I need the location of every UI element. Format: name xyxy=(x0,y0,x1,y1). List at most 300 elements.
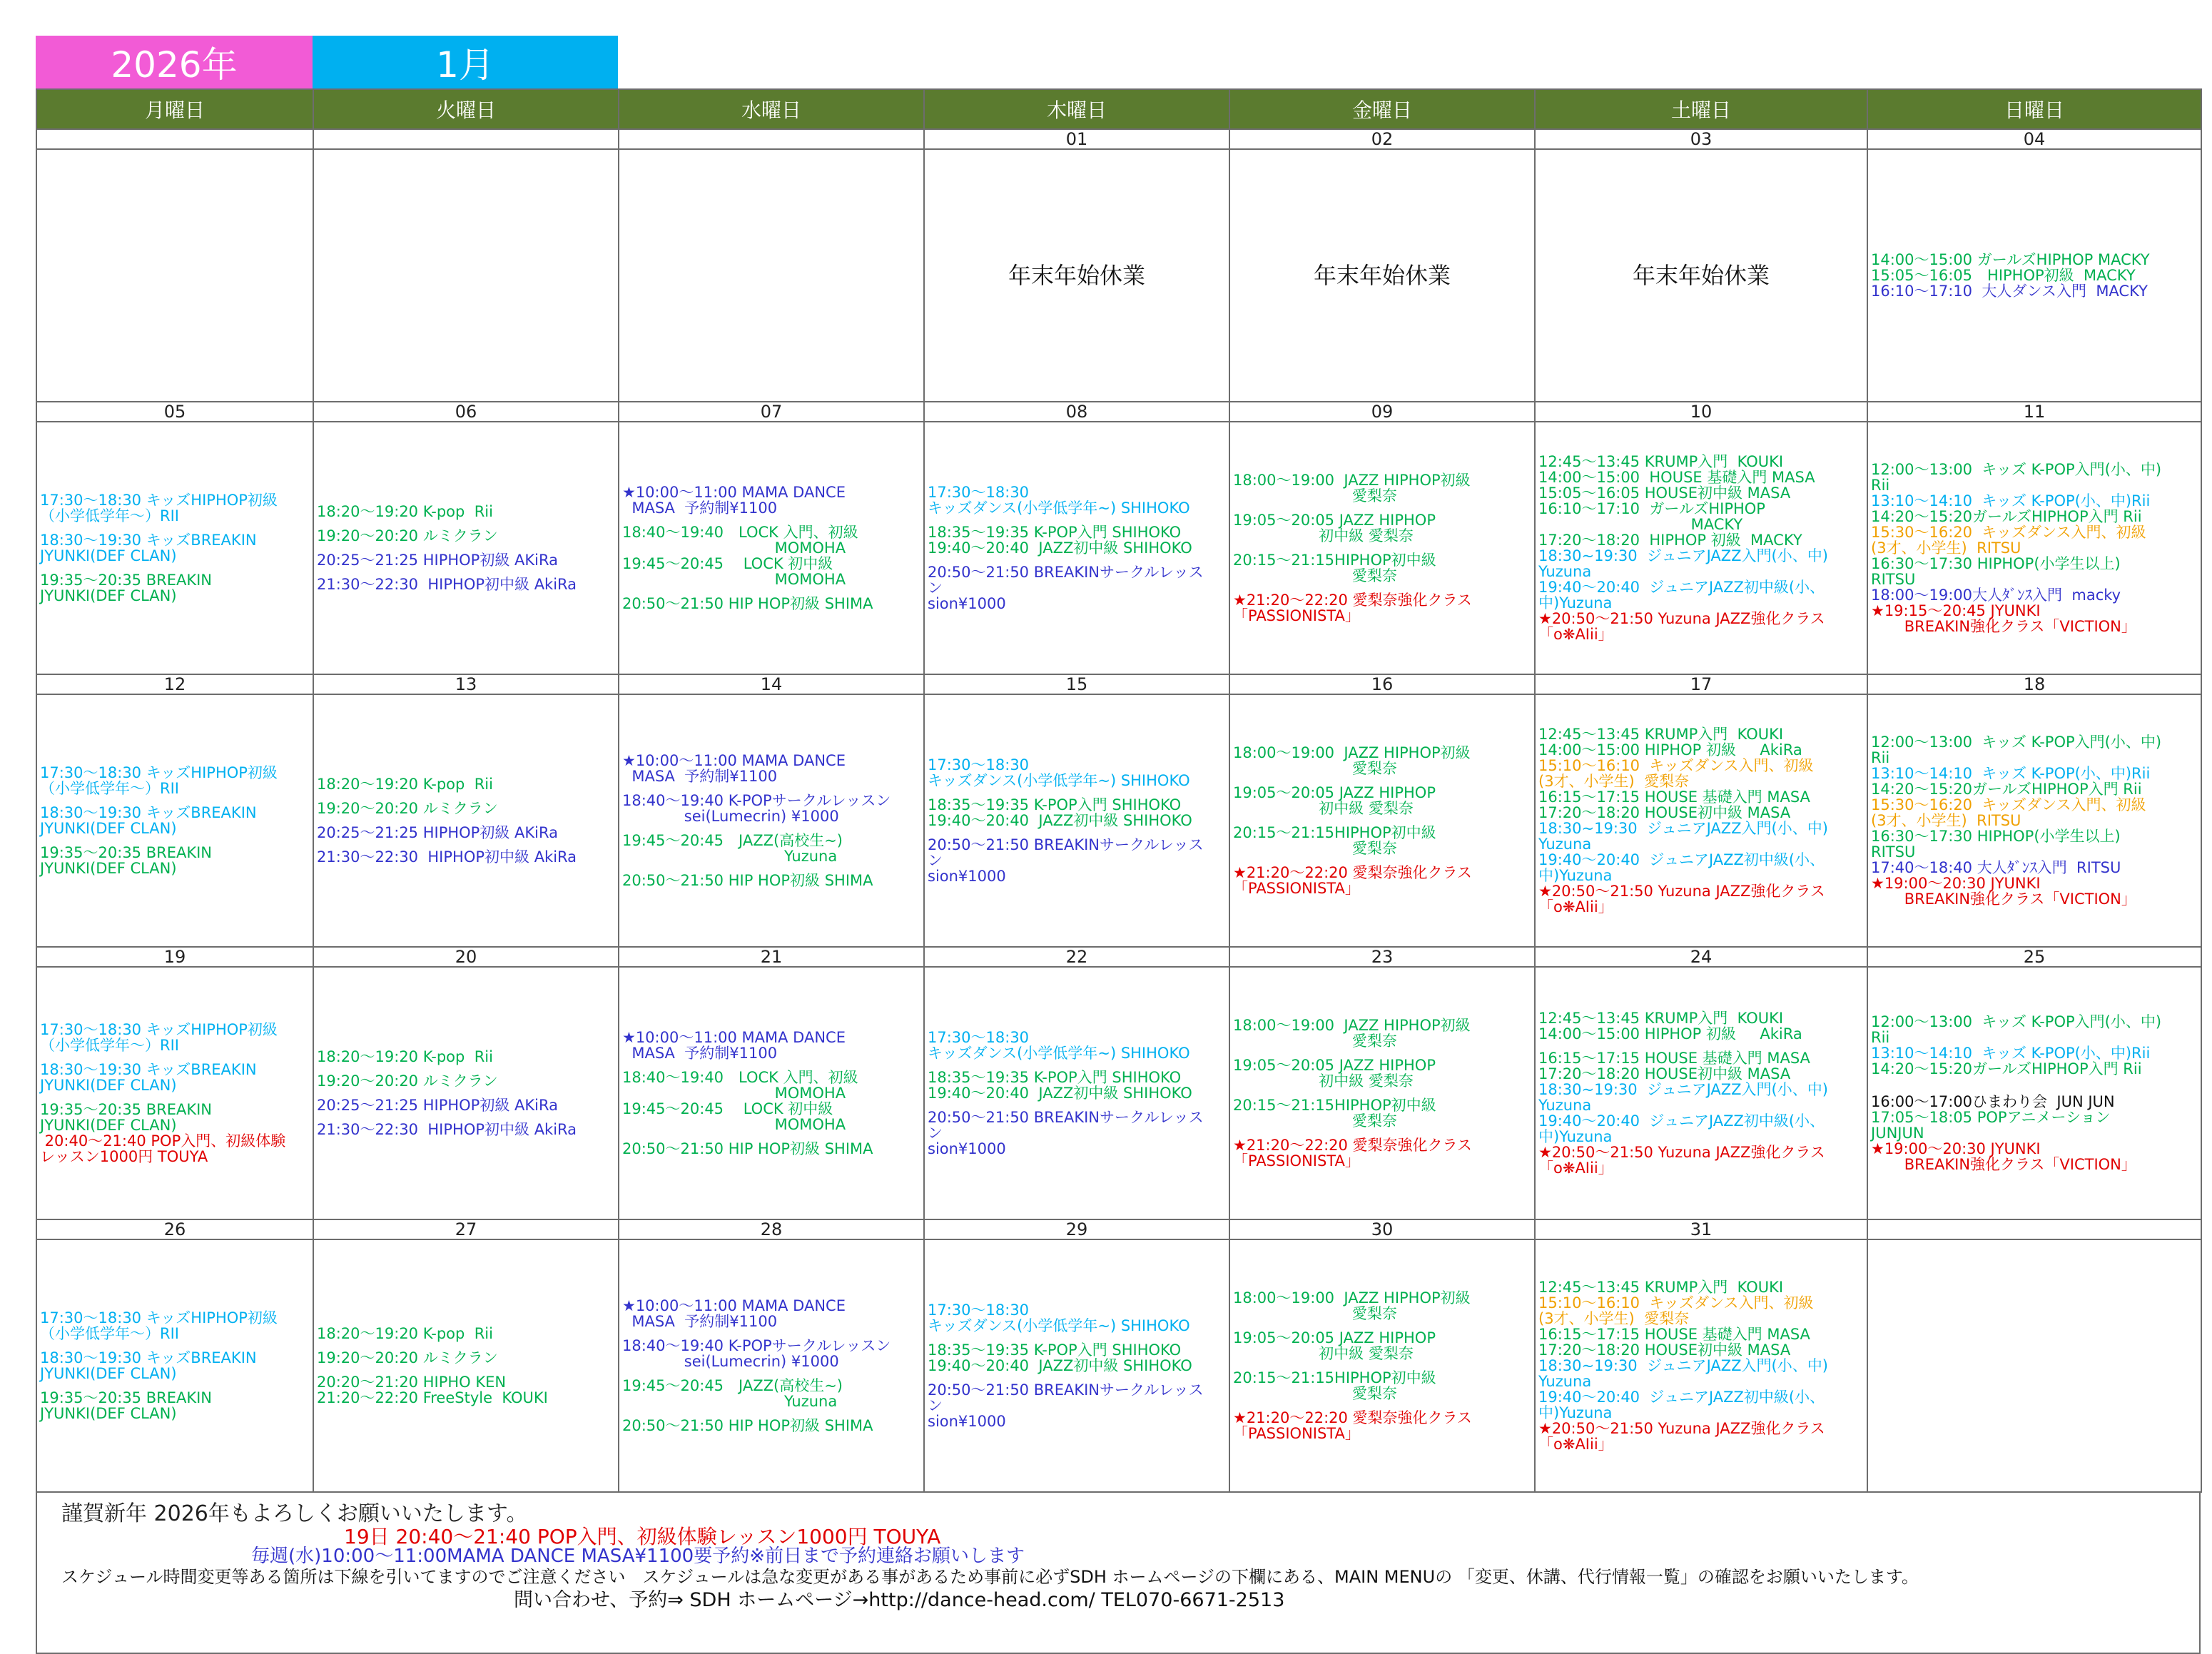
class-entry: 12:00～13:00 キッズ K-POP入門(小、中) xyxy=(1871,1013,2162,1030)
class-entry: 12:00～13:00 キッズ K-POP入門(小、中) xyxy=(1871,461,2162,478)
day-cell xyxy=(1229,967,1535,1219)
class-entry: 20:20～21:20 HIPHO KEN xyxy=(317,1374,507,1391)
class-entry: 18:35～19:35 K-POP入門 SHIHOKO xyxy=(928,796,1182,813)
class-entry: BREAKIN強化クラス「VICTION」 xyxy=(1871,618,2136,635)
class-entry: 19:20～20:20 ルミクラン xyxy=(317,527,498,544)
class-entry: sei(Lumecrin) ¥1000 xyxy=(622,808,839,825)
class-entry: 19:05～20:05 JAZZ HIPHOP xyxy=(1233,1329,1436,1346)
class-entry: 18:35～19:35 K-POP入門 SHIHOKO xyxy=(928,1069,1182,1086)
class-entry: 17:20～18:20 HIPHOP 初級 MACKY xyxy=(1538,532,1802,549)
date-number: 04 xyxy=(1867,129,2201,149)
class-entry: 17:30～18:30 xyxy=(928,756,1030,773)
class-entry: 20:50～21:50 BREAKINサークルレッス xyxy=(928,1109,1204,1126)
class-entry: 18:00～19:00 JAZZ HIPHOP初級 xyxy=(1233,1289,1471,1307)
schedule-row xyxy=(36,1239,2201,1492)
class-entry: 初中級 愛梨奈 xyxy=(1233,1345,1414,1362)
class-entry: 19:35～20:35 BREAKIN xyxy=(40,844,213,861)
day-cell xyxy=(313,694,619,947)
class-entry: ★10:00～11:00 MAMA DANCE xyxy=(622,1029,846,1046)
date-number: 12 xyxy=(36,674,313,694)
class-entry: 18:00～19:00 JAZZ HIPHOP初級 xyxy=(1233,472,1471,489)
trial-lesson-note: 19日 20:40～21:40 POP入門、初級体験レッスン1000円 TOUYA xyxy=(344,1525,941,1548)
class-entry: 19:45～20:45 LOCK 初中級 xyxy=(622,1100,833,1117)
class-entry: 18:30～19:30 キッズBREAKIN xyxy=(40,1061,257,1078)
day-cell xyxy=(313,422,619,674)
class-entry: 12:45～13:45 KRUMP入門 KOUKI xyxy=(1538,453,1784,470)
class-entry: 12:45～13:45 KRUMP入門 KOUKI xyxy=(1538,726,1784,743)
date-number: 17 xyxy=(1535,674,1867,694)
class-entry: ★20:50～21:50 Yuzuna JAZZ強化クラス xyxy=(1538,883,1825,900)
class-entry: 18:20～19:20 K-pop Rii xyxy=(317,1325,493,1342)
class-entry: 19:40～20:40 ジュニアJAZZ初中級(小、 xyxy=(1538,1112,1825,1130)
day-cell xyxy=(1229,1239,1535,1492)
day-cell xyxy=(1535,967,1867,1219)
date-number: 14 xyxy=(619,674,924,694)
class-entry: 16:15～17:15 HOUSE 基礎入門 MASA xyxy=(1538,1050,1810,1067)
class-entry: 中)Yuzuna xyxy=(1538,1128,1613,1145)
class-entry: (3才、小学生) RITSU xyxy=(1871,539,2021,557)
class-entry: 15:05～16:05 HOUSE初中級 MASA xyxy=(1538,484,1791,502)
class-entry: ★21:20～22:20 愛梨奈強化クラス xyxy=(1233,864,1472,881)
class-entry: 18:30～19:30 キッズBREAKIN xyxy=(40,532,257,549)
class-entry: JYUNKI(DEF CLAN) xyxy=(40,1077,177,1094)
class-entry: 愛梨奈 xyxy=(1233,840,1397,857)
class-entry: 15:30～16:20 キッズダンス入門、初級 xyxy=(1871,524,2146,541)
class-entry: 12:45～13:45 KRUMP入門 KOUKI xyxy=(1538,1010,1784,1027)
class-entry: Rii xyxy=(1871,477,1890,494)
date-number: 20 xyxy=(313,947,619,967)
schedule-row xyxy=(36,694,2201,947)
class-entry: キッズダンス(小学低学年~) SHIHOKO xyxy=(928,772,1190,789)
class-entry: 16:15～17:15 HOUSE 基礎入門 MASA xyxy=(1538,1326,1810,1343)
calendar-page xyxy=(36,36,2201,1654)
class-entry: 12:00～13:00 キッズ K-POP入門(小、中) xyxy=(1871,734,2162,751)
class-entry: 18:40～19:40 LOCK 入門、初級 xyxy=(622,1069,858,1086)
class-entry: 18:30~19:30 ジュニアJAZZ入門(小、中) xyxy=(1538,1357,1828,1374)
day-cell xyxy=(36,149,313,402)
class-entry: 16:00～17:00ひまわり会 JUN JUN xyxy=(1871,1093,2115,1110)
class-entry: ★10:00～11:00 MAMA DANCE xyxy=(622,752,846,769)
class-entry: ★10:00～11:00 MAMA DANCE xyxy=(622,484,846,501)
schedule-row xyxy=(36,149,2201,402)
class-entry: 愛梨奈 xyxy=(1233,1385,1397,1402)
class-entry: ★10:00～11:00 MAMA DANCE xyxy=(622,1297,846,1314)
class-entry: 愛梨奈 xyxy=(1233,1305,1397,1322)
date-number: 30 xyxy=(1229,1219,1535,1239)
class-entry: 20:15～21:15HIPHOP初中級 xyxy=(1233,1369,1436,1386)
day-cell xyxy=(924,149,1229,402)
date-number: 19 xyxy=(36,947,313,967)
calendar-body xyxy=(36,129,2201,1492)
class-entry: 「o❋AIii」 xyxy=(1538,898,1613,915)
class-entry: 14:00～15:00 HIPHOP 初級 AkiRa xyxy=(1538,1025,1802,1042)
new-year-greeting: 謹賀新年 2026年もよろしくお願いいたします。 xyxy=(61,1501,528,1526)
class-entry: 19:05～20:05 JAZZ HIPHOP xyxy=(1233,512,1436,529)
class-entry: 愛梨奈 xyxy=(1233,1112,1397,1130)
class-entry: 20:15～21:15HIPHOP初中級 xyxy=(1233,1097,1436,1114)
day-cell xyxy=(36,1239,313,1492)
contact-info: 問い合わせ、予約⇒ SDH ホームページ→http://dance-head.com/ TEL070-6671-2513 xyxy=(514,1589,1285,1611)
closed-notice: 年末年始休業 xyxy=(1313,262,1451,289)
class-entry: BREAKIN強化クラス「VICTION」 xyxy=(1871,891,2136,908)
class-entry: 16:10～17:10 ガールズHIPHOP xyxy=(1538,500,1765,517)
class-entry: 19:45～20:45 JAZZ(高校生~) xyxy=(622,832,843,849)
class-entry: Yuzuna xyxy=(622,848,838,865)
footer-notes xyxy=(36,1493,2201,1654)
day-cell xyxy=(313,149,619,402)
date-number: 07 xyxy=(619,402,924,422)
class-entry: ★21:20～22:20 愛梨奈強化クラス xyxy=(1233,1409,1472,1426)
class-entry: 19:40～20:40 JAZZ初中級 SHIHOKO xyxy=(928,812,1192,829)
class-entry: （小学低学年～）RII xyxy=(40,1037,179,1054)
day-cell xyxy=(1535,1239,1867,1492)
date-number: 25 xyxy=(1867,947,2201,967)
class-entry: 13:10～14:10 キッズ K-POP(小、中)Rii xyxy=(1871,1045,2151,1062)
class-entry: ★21:20～22:20 愛梨奈強化クラス xyxy=(1233,592,1472,609)
class-entry: sion¥1000 xyxy=(928,595,1006,612)
date-number-row xyxy=(36,1219,2201,1239)
class-entry: 中)Yuzuna xyxy=(1538,594,1613,612)
schedule-row xyxy=(36,422,2201,674)
class-entry: 19:20～20:20 ルミクラン xyxy=(317,1072,498,1090)
date-number: 23 xyxy=(1229,947,1535,967)
class-entry: 19:40～20:40 JAZZ初中級 SHIHOKO xyxy=(928,539,1192,557)
class-entry: JYUNKI(DEF CLAN) xyxy=(40,820,177,837)
class-entry: 18:00～19:00 JAZZ HIPHOP初級 xyxy=(1233,1017,1471,1034)
class-entry: （小学低学年～）RII xyxy=(40,1325,179,1342)
class-entry: 20:50～21:50 HIP HOP初級 SHIMA xyxy=(622,1417,873,1434)
class-entry: ン xyxy=(928,1125,943,1142)
class-entry: MOMOHA xyxy=(622,571,846,588)
class-entry: ★19:15～20:45 JYUNKI xyxy=(1871,602,2041,619)
class-entry: 18:20～19:20 K-pop Rii xyxy=(317,776,493,793)
class-entry: 14:00～15:00 HOUSE 基礎入門 MASA xyxy=(1538,469,1815,486)
class-entry: (3才、小学生) RITSU xyxy=(1871,812,2021,829)
class-entry: 17:30～18:30 xyxy=(928,1302,1030,1319)
class-entry: MASA 予約制¥1100 xyxy=(622,768,778,785)
class-entry: 20:50～21:50 HIP HOP初級 SHIMA xyxy=(622,1140,873,1157)
month-label: 1月 xyxy=(313,36,618,88)
class-entry: JYUNKI(DEF CLAN) xyxy=(40,547,177,564)
class-entry: (3才、小学生) 愛梨奈 xyxy=(1538,773,1690,790)
date-number xyxy=(313,129,619,149)
class-entry: 19:45～20:45 JAZZ(高校生~) xyxy=(622,1377,843,1394)
date-number-row xyxy=(36,129,2201,149)
class-entry: 18:40～19:40 LOCK 入門、初級 xyxy=(622,524,858,541)
schedule-row xyxy=(36,967,2201,1219)
class-entry: キッズダンス(小学低学年~) SHIHOKO xyxy=(928,499,1190,517)
class-entry: 14:20～15:20ガールズHIPHOP入門 Rii xyxy=(1871,781,2142,798)
class-entry: ★21:20～22:20 愛梨奈強化クラス xyxy=(1233,1137,1472,1154)
date-number: 22 xyxy=(924,947,1229,967)
class-entry: 17:30～18:30 キッズHIPHOP初級 xyxy=(40,1021,278,1038)
date-number: 06 xyxy=(313,402,619,422)
date-number-row xyxy=(36,947,2201,967)
class-entry: 17:30～18:30 xyxy=(928,484,1030,501)
date-number: 09 xyxy=(1229,402,1535,422)
class-entry: 20:50～21:50 HIP HOP初級 SHIMA xyxy=(622,595,873,612)
weekday-header: 日曜日 xyxy=(1867,89,2201,129)
class-entry: 「PASSIONISTA」 xyxy=(1233,1425,1360,1442)
day-cell xyxy=(313,967,619,1219)
class-entry: 初中級 愛梨奈 xyxy=(1233,527,1414,544)
class-entry: 20:15～21:15HIPHOP初中級 xyxy=(1233,824,1436,841)
class-entry: 「PASSIONISTA」 xyxy=(1233,607,1360,624)
class-entry: BREAKIN強化クラス「VICTION」 xyxy=(1871,1156,2136,1173)
class-entry: 19:35～20:35 BREAKIN xyxy=(40,1101,213,1118)
class-entry: 12:45～13:45 KRUMP入門 KOUKI xyxy=(1538,1279,1784,1296)
class-entry: JUNJUN xyxy=(1871,1125,1924,1142)
day-cell xyxy=(1229,422,1535,674)
day-cell xyxy=(924,694,1229,947)
day-cell xyxy=(1535,694,1867,947)
class-entry: 20:40～21:40 POP入門、初級体験 xyxy=(40,1132,286,1150)
day-cell xyxy=(36,422,313,674)
schedule-change-note: スケジュール時間変更等ある箇所は下線を引いてますのでご注意ください スケジュールは急な変更がある事があるため事前に必ずSDH ホームページの下欄にある、MAIN MENUの 「変更、休講、代行情報一覧」の確認をお願いいたします。 xyxy=(61,1567,1919,1587)
class-entry: sion¥1000 xyxy=(928,868,1006,885)
date-number: 03 xyxy=(1535,129,1867,149)
date-number: 24 xyxy=(1535,947,1867,967)
class-entry: 18:30~19:30 ジュニアJAZZ入門(小、中) xyxy=(1538,1081,1828,1098)
date-number-row xyxy=(36,674,2201,694)
date-number: 16 xyxy=(1229,674,1535,694)
date-number: 31 xyxy=(1535,1219,1867,1239)
date-number: 01 xyxy=(924,129,1229,149)
date-number: 28 xyxy=(619,1219,924,1239)
class-entry: 17:20～18:20 HOUSE初中級 MASA xyxy=(1538,1065,1791,1082)
class-entry: 18:20～19:20 K-pop Rii xyxy=(317,1048,493,1065)
class-entry: 17:20～18:20 HOUSE初中級 MASA xyxy=(1538,804,1791,821)
date-number xyxy=(1867,1219,2201,1239)
weekday-header: 土曜日 xyxy=(1535,89,1867,129)
class-entry: ン xyxy=(928,852,943,869)
class-entry: 19:20～20:20 ルミクラン xyxy=(317,1349,498,1366)
class-entry: 17:30～18:30 キッズHIPHOP初級 xyxy=(40,1309,278,1326)
class-entry: JYUNKI(DEF CLAN) xyxy=(40,587,177,604)
day-cell xyxy=(924,422,1229,674)
class-entry: 初中級 愛梨奈 xyxy=(1233,800,1414,817)
class-entry: 19:05～20:05 JAZZ HIPHOP xyxy=(1233,1057,1436,1074)
class-entry: RITSU xyxy=(1871,843,1916,861)
day-cell xyxy=(619,694,924,947)
date-number: 02 xyxy=(1229,129,1535,149)
weekday-header: 月曜日 xyxy=(36,89,313,129)
date-number: 08 xyxy=(924,402,1229,422)
date-number: 18 xyxy=(1867,674,2201,694)
class-entry: JYUNKI(DEF CLAN) xyxy=(40,1365,177,1382)
class-entry: キッズダンス(小学低学年~) SHIHOKO xyxy=(928,1317,1190,1334)
class-entry: 「o❋AIii」 xyxy=(1538,1160,1613,1177)
class-entry: 20:25～21:25 HIPHOP初級 AKiRa xyxy=(317,824,558,841)
class-entry: 「o❋AIii」 xyxy=(1538,1436,1613,1453)
class-entry: MACKY xyxy=(1538,516,1743,533)
day-cell xyxy=(1867,1239,2201,1492)
class-entry: 18:35～19:35 K-POP入門 SHIHOKO xyxy=(928,524,1182,541)
date-number: 13 xyxy=(313,674,619,694)
class-entry: (3才、小学生) 愛梨奈 xyxy=(1538,1310,1690,1327)
class-entry: 21:30～22:30 HIPHOP初中級 AkiRa xyxy=(317,1121,577,1138)
class-entry: 21:20～22:20 FreeStyle KOUKI xyxy=(317,1389,548,1406)
mama-dance-note: 毎週(水)10:00～11:00MAMA DANCE MASA¥1100要予約※前日まで予約連絡お願いします xyxy=(251,1546,1025,1567)
class-entry: ★19:00～20:30 JYUNKI xyxy=(1871,875,2041,892)
class-entry: 19:40～20:40 ジュニアJAZZ初中級(小、 xyxy=(1538,1389,1825,1406)
day-cell xyxy=(1867,967,2201,1219)
class-entry: 19:40～20:40 JAZZ初中級 SHIHOKO xyxy=(928,1085,1192,1102)
class-entry: 「PASSIONISTA」 xyxy=(1233,1152,1360,1170)
class-entry: 18:40～19:40 K-POPサークルレッスン xyxy=(622,1337,891,1354)
class-entry: 18:30~19:30 ジュニアJAZZ入門(小、中) xyxy=(1538,547,1828,564)
class-entry: 20:50～21:50 BREAKINサークルレッス xyxy=(928,564,1204,581)
class-entry: 13:10～14:10 キッズ K-POP(小、中)Rii xyxy=(1871,492,2151,509)
class-entry: 17:30～18:30 キッズHIPHOP初級 xyxy=(40,492,278,509)
class-entry: 14:00～15:00 ガールズHIPHOP MACKY xyxy=(1871,251,2150,268)
class-entry: Rii xyxy=(1871,1029,1890,1046)
class-entry: 16:15～17:15 HOUSE 基礎入門 MASA xyxy=(1538,788,1810,806)
date-number: 27 xyxy=(313,1219,619,1239)
class-entry: MOMOHA xyxy=(622,1116,846,1133)
class-entry: 21:30～22:30 HIPHOP初中級 AkiRa xyxy=(317,576,577,593)
date-number: 29 xyxy=(924,1219,1229,1239)
class-entry: JYUNKI(DEF CLAN) xyxy=(40,1117,177,1134)
class-entry: 19:35～20:35 BREAKIN xyxy=(40,1389,213,1406)
class-entry: 「o❋AIii」 xyxy=(1538,626,1613,643)
date-number: 10 xyxy=(1535,402,1867,422)
class-entry: 14:20～15:20ガールズHIPHOP入門 Rii xyxy=(1871,1060,2142,1077)
day-cell xyxy=(1229,149,1535,402)
year-label: 2026年 xyxy=(36,36,313,88)
class-entry: Yuzuna xyxy=(1538,1373,1592,1390)
class-entry: 18:00～19:00大人ﾀﾞﾝｽ入門 macky xyxy=(1871,587,2121,604)
class-entry: 中)Yuzuna xyxy=(1538,867,1613,884)
class-entry: sei(Lumecrin) ¥1000 xyxy=(622,1353,839,1370)
day-cell xyxy=(1535,149,1867,402)
class-entry: JYUNKI(DEF CLAN) xyxy=(40,860,177,877)
class-entry: MOMOHA xyxy=(622,539,846,557)
class-entry: キッズダンス(小学低学年~) SHIHOKO xyxy=(928,1045,1190,1062)
class-entry: 20:50～21:50 BREAKINサークルレッス xyxy=(928,1381,1204,1399)
weekday-header: 金曜日 xyxy=(1229,89,1535,129)
class-entry: Yuzuna xyxy=(1538,1097,1592,1114)
day-cell xyxy=(36,694,313,947)
class-entry: Yuzuna xyxy=(1538,836,1592,853)
weekday-header-row xyxy=(36,89,2201,129)
class-entry: ★20:50～21:50 Yuzuna JAZZ強化クラス xyxy=(1538,610,1825,627)
day-cell xyxy=(1867,422,2201,674)
class-entry: ★19:00～20:30 JYUNKI xyxy=(1871,1140,2041,1157)
class-entry: 「PASSIONISTA」 xyxy=(1233,880,1360,897)
closed-notice: 年末年始休業 xyxy=(1008,262,1145,289)
weekday-header: 木曜日 xyxy=(924,89,1229,129)
class-entry: 18:30～19:30 キッズBREAKIN xyxy=(40,804,257,821)
class-entry: 17:40～18:40 大人ﾀﾞﾝｽ入門 RITSU xyxy=(1871,859,2121,876)
class-entry: （小学低学年～）RII xyxy=(40,780,179,797)
weekday-header: 火曜日 xyxy=(313,89,619,129)
calendar-grid xyxy=(36,88,2202,1493)
class-entry: 16:30～17:30 HIPHOP(小学生以上) xyxy=(1871,828,2121,845)
class-entry: 愛梨奈 xyxy=(1233,487,1397,504)
class-entry: 14:00～15:00 HIPHOP 初級 AkiRa xyxy=(1538,741,1802,758)
class-entry: 15:10～16:10 キッズダンス入門、初級 xyxy=(1538,757,1814,774)
date-number: 05 xyxy=(36,402,313,422)
class-entry: 19:40～20:40 ジュニアJAZZ初中級(小、 xyxy=(1538,579,1825,596)
class-entry: ★20:50～21:50 Yuzuna JAZZ強化クラス xyxy=(1538,1144,1825,1161)
class-entry: ン xyxy=(928,1397,943,1414)
class-entry: レッスン1000円 TOUYA xyxy=(40,1148,208,1165)
class-entry: 19:35～20:35 BREAKIN xyxy=(40,572,213,589)
date-number-row xyxy=(36,402,2201,422)
class-entry: Yuzuna xyxy=(622,1393,838,1410)
class-entry: 17:05～18:05 POPアニメーション xyxy=(1871,1109,2111,1126)
class-entry: 15:10～16:10 キッズダンス入門、初級 xyxy=(1538,1294,1814,1311)
class-entry: 17:30～18:30 xyxy=(928,1029,1030,1046)
weekday-header: 水曜日 xyxy=(619,89,924,129)
class-entry: 19:40～20:40 JAZZ初中級 SHIHOKO xyxy=(928,1357,1192,1374)
class-entry: 16:30～17:30 HIPHOP(小学生以上) xyxy=(1871,555,2121,572)
class-entry: Yuzuna xyxy=(1538,563,1592,580)
day-cell xyxy=(924,1239,1229,1492)
class-entry: MASA 予約制¥1100 xyxy=(622,1313,778,1330)
day-cell xyxy=(1229,694,1535,947)
closed-notice: 年末年始休業 xyxy=(1632,262,1770,289)
class-entry: 20:50～21:50 HIP HOP初級 SHIMA xyxy=(622,872,873,889)
title-row xyxy=(36,36,2201,88)
date-number: 15 xyxy=(924,674,1229,694)
class-entry: 18:30～19:30 キッズBREAKIN xyxy=(40,1349,257,1366)
spacer xyxy=(1871,1077,2198,1085)
day-cell xyxy=(1535,422,1867,674)
class-entry: 20:15～21:15HIPHOP初中級 xyxy=(1233,552,1436,569)
class-entry: 19:20～20:20 ルミクラン xyxy=(317,800,498,817)
day-cell xyxy=(924,967,1229,1219)
class-entry: 愛梨奈 xyxy=(1233,567,1397,584)
class-entry: 18:40～19:40 K-POPサークルレッスン xyxy=(622,792,891,809)
day-cell xyxy=(36,967,313,1219)
class-entry: MASA 予約制¥1100 xyxy=(622,1045,778,1062)
day-cell xyxy=(619,422,924,674)
class-entry: 18:00～19:00 JAZZ HIPHOP初級 xyxy=(1233,744,1471,761)
class-entry: 14:20～15:20ガールズHIPHOP入門 Rii xyxy=(1871,508,2142,525)
class-entry: 19:05～20:05 JAZZ HIPHOP xyxy=(1233,784,1436,801)
class-entry: （小学低学年～）RII xyxy=(40,507,179,524)
date-number xyxy=(36,129,313,149)
date-number xyxy=(619,129,924,149)
date-number: 21 xyxy=(619,947,924,967)
class-entry: 13:10～14:10 キッズ K-POP(小、中)Rii xyxy=(1871,765,2151,782)
class-entry: 16:10～17:10 大人ダンス入門 MACKY xyxy=(1871,283,2148,300)
day-cell xyxy=(1867,694,2201,947)
class-entry: 21:30～22:30 HIPHOP初中級 AkiRa xyxy=(317,848,577,866)
day-cell xyxy=(619,967,924,1219)
class-entry: ★20:50～21:50 Yuzuna JAZZ強化クラス xyxy=(1538,1420,1825,1437)
class-entry: 17:30～18:30 キッズHIPHOP初級 xyxy=(40,764,278,781)
date-number: 11 xyxy=(1867,402,2201,422)
day-cell xyxy=(619,1239,924,1492)
class-entry: 20:50～21:50 BREAKINサークルレッス xyxy=(928,836,1204,853)
class-entry: 18:35～19:35 K-POP入門 SHIHOKO xyxy=(928,1341,1182,1359)
class-entry: 19:45～20:45 LOCK 初中級 xyxy=(622,555,833,572)
class-entry: RITSU xyxy=(1871,571,1916,588)
class-entry: JYUNKI(DEF CLAN) xyxy=(40,1405,177,1422)
class-entry: 20:25～21:25 HIPHOP初級 AKiRa xyxy=(317,1097,558,1114)
class-entry: MASA 予約制¥1100 xyxy=(622,499,778,517)
class-entry: 18:30~19:30 ジュニアJAZZ入門(小、中) xyxy=(1538,820,1828,837)
class-entry: 中)Yuzuna xyxy=(1538,1404,1613,1421)
day-cell xyxy=(313,1239,619,1492)
class-entry: sion¥1000 xyxy=(928,1140,1006,1157)
class-entry: 15:05～16:05 HIPHOP初級 MACKY xyxy=(1871,267,2136,284)
class-entry: 19:40～20:40 ジュニアJAZZ初中級(小、 xyxy=(1538,851,1825,868)
class-entry: MOMOHA xyxy=(622,1085,846,1102)
